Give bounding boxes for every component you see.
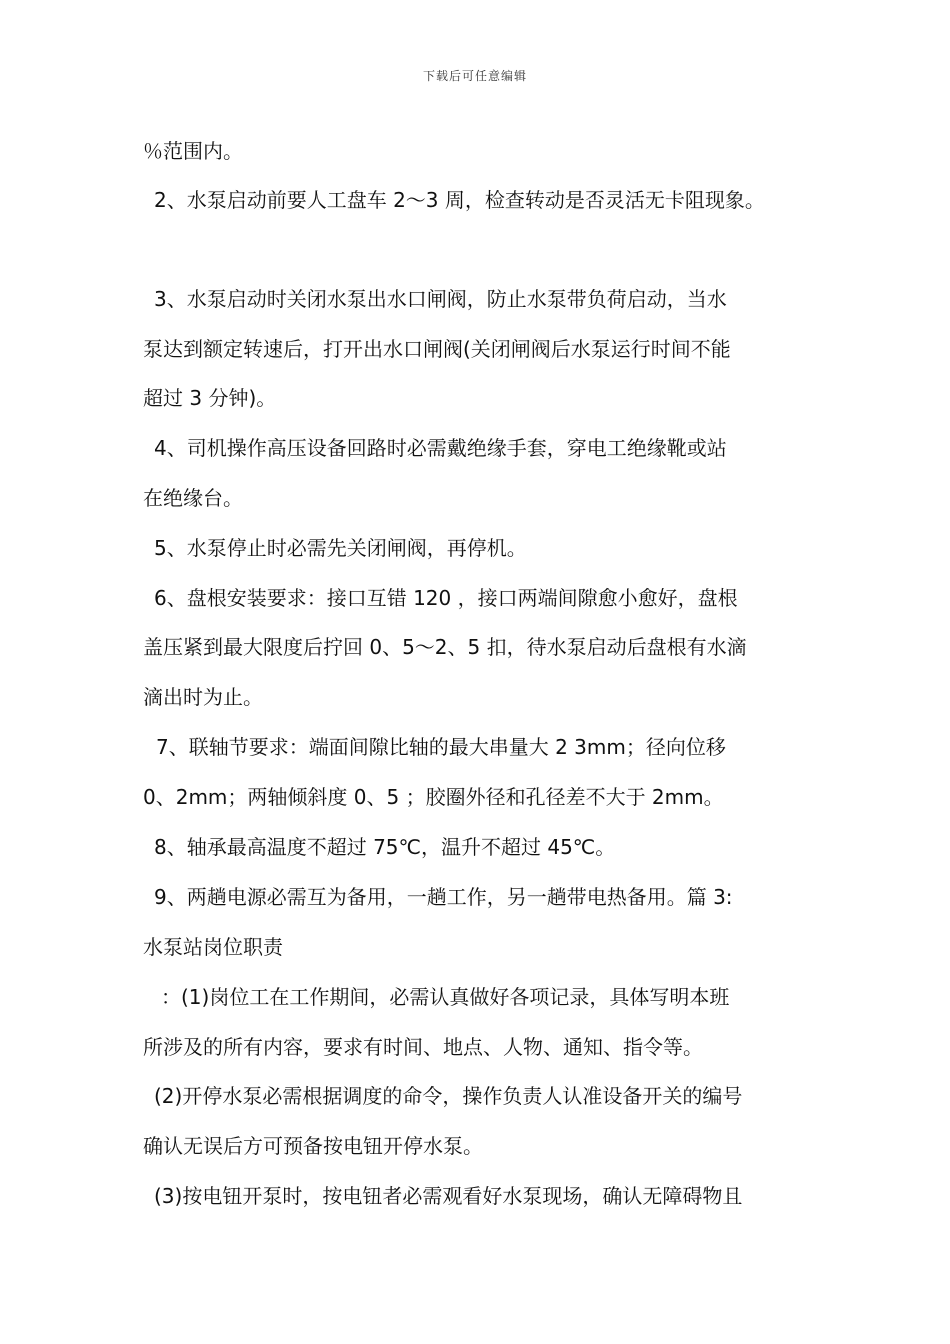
text-line: 水泵站岗位职责 — [143, 935, 283, 959]
text-line: 6、盘根安装要求：接口互错 120 ，接口两端间隙愈小愈好，盘根 — [154, 586, 738, 610]
text-line: 泵达到额定转速后，打开出水口闸阀(关闭闸阀后水泵运行时间不能 — [143, 337, 731, 361]
text-line: 2、水泵启动前要人工盘车 2～3 周，检查转动是否灵活无卡阻现象。 — [154, 188, 765, 212]
text-line: 9、两趟电源必需互为备用，一趟工作，另一趟带电热备用。篇 3: — [154, 885, 733, 909]
text-line: 盖压紧到最大限度后拧回 0、5～2、5 扣，待水泵启动后盘根有水滴 — [143, 635, 747, 659]
text-line: 所涉及的所有内容，要求有时间、地点、人物、通知、指令等。 — [143, 1035, 703, 1059]
text-line: 确认无误后方可预备按电钮开停水泵。 — [143, 1134, 483, 1158]
text-line: 滴出时为止。 — [143, 685, 263, 709]
text-line: 在绝缘台。 — [143, 486, 243, 510]
text-line: (2)开停水泵必需根据调度的命令，操作负责人认准设备开关的编号 — [154, 1084, 743, 1108]
text-line: 0、2mm；两轴倾斜度 0、5 ；胶圈外径和孔径差不大于 2mm。 — [143, 785, 724, 809]
text-line: 7、联轴节要求：端面间隙比轴的最大串量大 2 3mm；径向位移 — [156, 735, 726, 759]
text-line: 4、司机操作高压设备回路时必需戴绝缘手套，穿电工绝缘靴或站 — [154, 436, 727, 460]
text-line: 5、水泵停止时必需先关闭闸阀，再停机。 — [154, 536, 527, 560]
text-line: 超过 3 分钟)。 — [143, 386, 277, 410]
text-line: 3、水泵启动时关闭水泵出水口闸阀，防止水泵带负荷启动，当水 — [154, 287, 727, 311]
text-line: (3)按电钮开泵时，按电钮者必需观看好水泵现场，确认无障碍物且 — [154, 1184, 743, 1208]
page-header: 下载后可任意编辑 — [422, 69, 527, 83]
text-line: ％范围内。 — [143, 139, 243, 163]
text-line: 8、轴承最高温度不超过 75℃，温升不超过 45℃。 — [154, 835, 616, 859]
text-line: ：(1)岗位工在工作期间，必需认真做好各项记录，具体写明本班 — [161, 985, 730, 1009]
